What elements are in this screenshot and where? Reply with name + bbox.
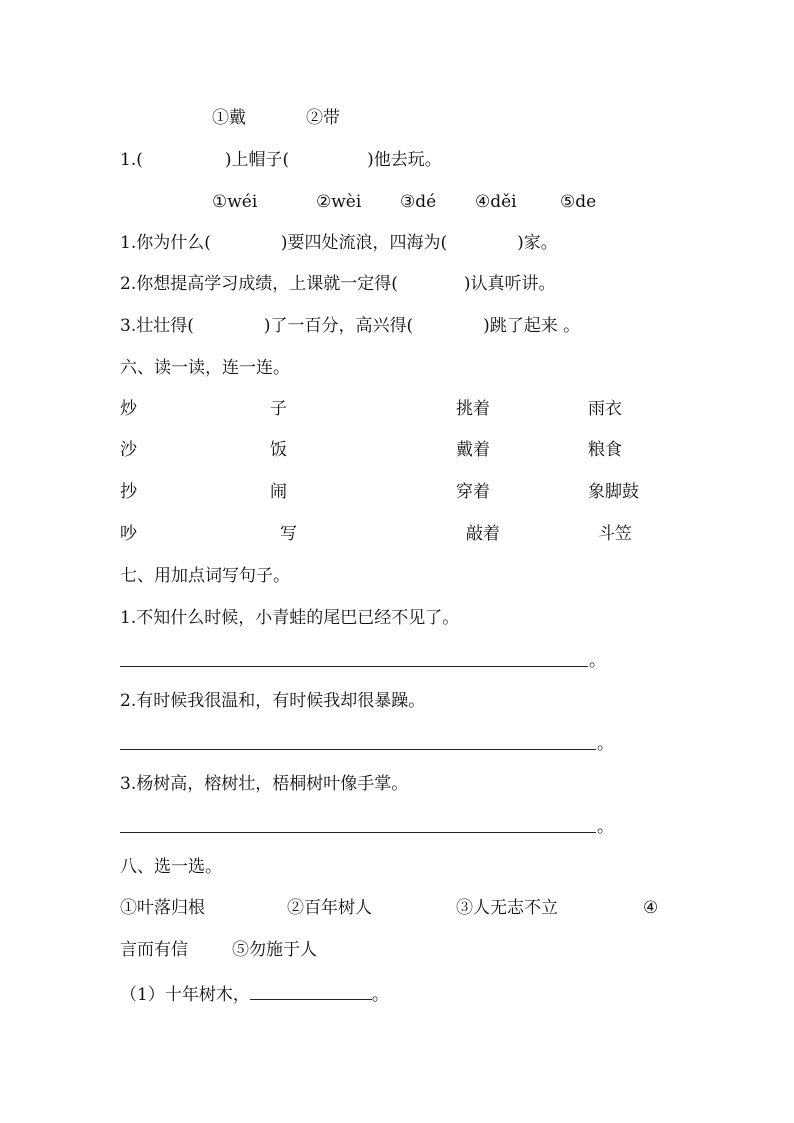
sentence-prompt-1: 1.不知什么时候，小青蛙的尾巴已经不见了。 xyxy=(120,608,460,628)
option-dai-bring: ②带 xyxy=(306,108,340,128)
answer-end-mark: 。 xyxy=(589,651,606,671)
match-col2-item: 饭 xyxy=(270,440,287,460)
match-col1-item: 抄 xyxy=(120,482,137,502)
match-col3-item: 穿着 xyxy=(456,482,490,502)
idiom-option-2: ②百年树人 xyxy=(287,898,372,918)
idiom-option-3: ③人无志不立 xyxy=(456,898,558,918)
question-line-b2: 2.你想提高学习成绩，上课就一定得( )认真听讲。 xyxy=(120,274,556,294)
section-7-title: 七、用加点词写句子。 xyxy=(120,566,290,586)
idiom-option-1: ①叶落归根 xyxy=(120,898,205,918)
match-col4-item: 粮食 xyxy=(588,440,622,460)
fill-blank-1[interactable] xyxy=(250,981,372,1000)
match-col4-item: 象脚鼓 xyxy=(588,482,639,502)
pinyin-option-5: ⑤de xyxy=(560,192,597,212)
idiom-option-4: 言而有信 xyxy=(120,940,188,960)
question-line-a: 1.( )上帽子( )他去玩。 xyxy=(120,150,442,170)
match-col2-item: 写 xyxy=(280,524,297,544)
match-col2-item: 闹 xyxy=(270,482,287,502)
answer-line-1[interactable] xyxy=(120,666,588,667)
answer-end-mark: 。 xyxy=(597,734,614,754)
fill-item-1: （1）十年树木， 。 xyxy=(120,981,389,1006)
match-col3-item: 戴着 xyxy=(456,440,490,460)
pinyin-option-2: ②wèi xyxy=(316,192,362,212)
section-8-title: 八、选一选。 xyxy=(120,857,222,877)
match-col1-item: 沙 xyxy=(120,440,137,460)
pinyin-option-3: ③dé xyxy=(400,192,437,212)
match-col3-item: 敲着 xyxy=(466,524,500,544)
question-line-b3: 3.壮壮得( )了一百分，高兴得( )跳了起来 。 xyxy=(120,316,581,336)
match-col1-item: 炒 xyxy=(120,399,137,419)
answer-line-3[interactable] xyxy=(120,832,596,833)
pinyin-option-4: ④děi xyxy=(475,192,517,212)
idiom-option-4-marker: ④ xyxy=(643,898,659,918)
sentence-prompt-3: 3.杨树高，榕树壮，梧桐树叶像手掌。 xyxy=(120,774,409,794)
question-line-b1: 1.你为什么( )要四处流浪，四海为( )家。 xyxy=(120,233,558,253)
section-6-title: 六、读一读，连一连。 xyxy=(120,358,290,378)
match-col4-item: 雨衣 xyxy=(588,399,622,419)
answer-line-2[interactable] xyxy=(120,749,596,750)
match-col2-item: 子 xyxy=(270,399,287,419)
sentence-prompt-2: 2.有时候我很温和，有时候我却很暴躁。 xyxy=(120,691,426,711)
match-col3-item: 挑着 xyxy=(456,399,490,419)
match-col4-item: 斗笠 xyxy=(598,524,632,544)
pinyin-option-1: ①wéi xyxy=(212,192,258,212)
idiom-option-5: ⑤勿施于人 xyxy=(232,940,317,960)
match-col1-item: 吵 xyxy=(120,524,137,544)
answer-end-mark: 。 xyxy=(597,817,614,837)
option-dai-wear: ①戴 xyxy=(212,108,246,128)
